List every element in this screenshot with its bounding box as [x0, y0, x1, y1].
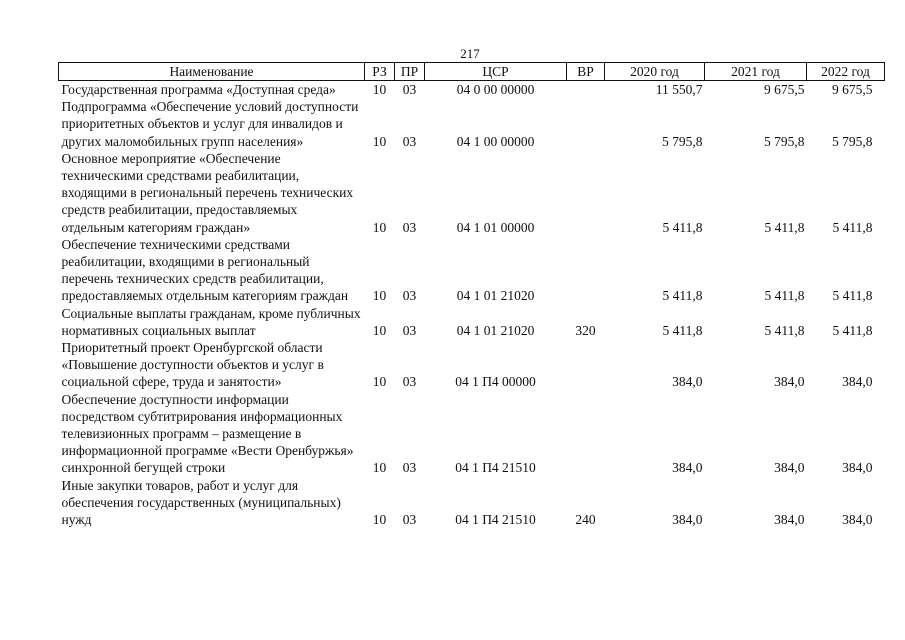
row-vr [567, 98, 605, 150]
table-row [59, 236, 885, 305]
row-name: Обеспечение техническими средствами реабилитации, входящими в региональный перечень технических средств реабилитации, предоставляемых отдельным категориям граждан [61, 236, 349, 304]
row-rz: 10 [372, 460, 387, 476]
table-row [59, 391, 885, 477]
row-name: Государственная программа «Доступная среда» [61, 82, 336, 97]
row-2021: 5 411,8 [764, 219, 805, 235]
row-csr: 04 1 00 00000 [456, 133, 535, 149]
budget-table [58, 62, 885, 528]
row-2020: 384,0 [672, 512, 703, 528]
row-2022: 5 411,8 [832, 288, 873, 304]
row-2022: 384,0 [842, 374, 873, 390]
row-csr: 04 1 01 21020 [456, 322, 535, 338]
row-2020: 5 795,8 [662, 133, 703, 149]
page-number: 217 [460, 46, 480, 61]
row-vr [567, 81, 605, 99]
row-2022: 5 411,8 [832, 219, 873, 235]
row-rz: 10 [372, 322, 387, 338]
row-pr: 03 [402, 374, 417, 390]
row-name: Обеспечение доступности информации посредством субтитрирования информационных телевизионных программ – размещение в информационной программе «Вести Оренбуржья» синхронной бегущей строки [61, 391, 354, 476]
table-row [59, 339, 885, 391]
header-vr: ВР [567, 63, 605, 81]
row-2022: 9 675,5 [832, 82, 873, 97]
row-2022: 5 795,8 [832, 133, 873, 149]
header-2021: 2021 год [705, 63, 807, 81]
table-row [59, 305, 885, 339]
table-row [59, 98, 885, 150]
row-vr: 240 [575, 512, 596, 528]
row-2021: 384,0 [774, 374, 805, 390]
row-2021: 5 411,8 [764, 322, 805, 338]
row-csr: 04 1 П4 21510 [455, 460, 536, 476]
row-csr: 04 1 01 00000 [456, 219, 535, 235]
row-vr [567, 391, 605, 477]
row-2020: 11 550,7 [655, 82, 703, 97]
header-2020: 2020 год [605, 63, 705, 81]
header-rz: РЗ [365, 63, 395, 81]
row-name: Социальные выплаты гражданам, кроме публичных нормативных социальных выплат [61, 305, 361, 338]
header-2022: 2022 год [807, 63, 885, 81]
table-row [59, 150, 885, 236]
row-pr: 03 [402, 460, 417, 476]
row-rz: 10 [372, 82, 387, 97]
row-rz: 10 [372, 288, 387, 304]
row-pr: 03 [402, 219, 417, 235]
row-name: Иные закупки товаров, работ и услуг для обеспечения государственных (муниципальных) нужд [61, 477, 341, 528]
row-2020: 384,0 [672, 460, 703, 476]
row-2020: 5 411,8 [662, 219, 703, 235]
table-row [59, 477, 885, 529]
row-csr: 04 1 П4 00000 [455, 374, 536, 390]
row-vr [567, 236, 605, 305]
row-rz: 10 [372, 512, 387, 528]
row-vr [567, 150, 605, 236]
row-pr: 03 [402, 512, 417, 528]
table-header-row [59, 63, 885, 81]
row-2021: 5 795,8 [764, 133, 805, 149]
row-pr: 03 [402, 288, 417, 304]
row-vr: 320 [575, 322, 596, 338]
row-2020: 5 411,8 [662, 288, 703, 304]
row-rz: 10 [372, 374, 387, 390]
row-csr: 04 1 П4 21510 [455, 512, 536, 528]
row-2021: 384,0 [774, 512, 805, 528]
row-name: Основное мероприятие «Обеспечение техническими средствами реабилитации, входящими в региональный перечень технических средств реабилитации, предоставляемых отдельным категориям граждан» [61, 150, 354, 235]
row-name: Подпрограмма «Обеспечение условий доступности приоритетных объектов и услуг для инвалидов и других маломобильных групп населения» [61, 99, 359, 149]
row-2022: 384,0 [842, 460, 873, 476]
row-vr [567, 339, 605, 391]
table-row [59, 81, 885, 99]
row-2022: 384,0 [842, 512, 873, 528]
row-rz: 10 [372, 133, 387, 149]
row-name: Приоритетный проект Оренбургской области «Повышение доступности объектов и услуг в социальной сфере, труда и занятости» [61, 340, 324, 390]
row-pr: 03 [402, 82, 417, 97]
header-pr: ПР [395, 63, 425, 81]
row-2022: 5 411,8 [832, 322, 873, 338]
row-pr: 03 [402, 133, 417, 149]
row-2020: 384,0 [672, 374, 703, 390]
row-csr: 04 0 00 00000 [456, 82, 535, 97]
header-csr: ЦСР [425, 63, 567, 81]
row-2021: 384,0 [774, 460, 805, 476]
header-name: Наименование [59, 63, 365, 81]
row-rz: 10 [372, 219, 387, 235]
row-2020: 5 411,8 [662, 322, 703, 338]
row-csr: 04 1 01 21020 [456, 288, 535, 304]
row-2021: 5 411,8 [764, 288, 805, 304]
row-pr: 03 [402, 322, 417, 338]
row-2021: 9 675,5 [764, 82, 805, 97]
